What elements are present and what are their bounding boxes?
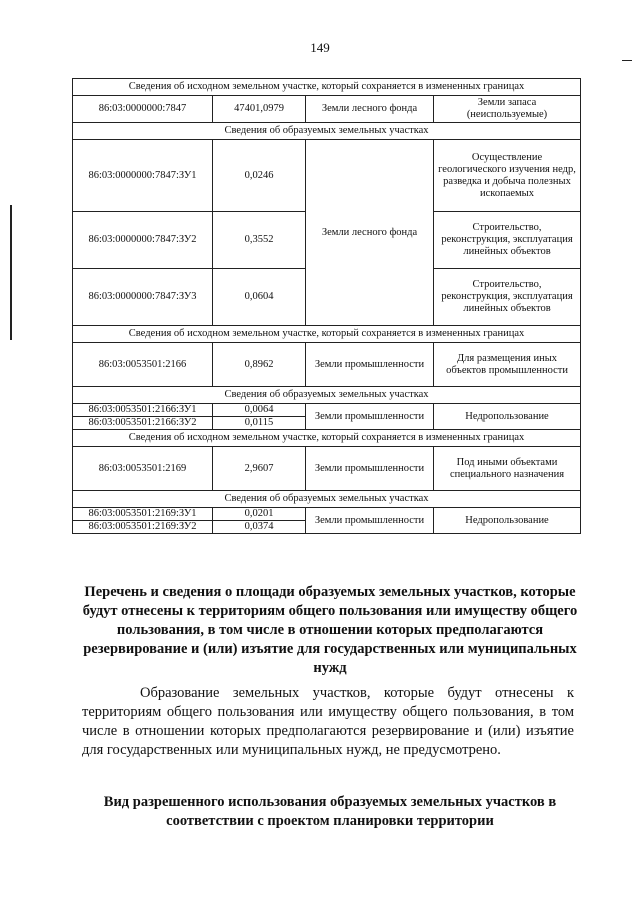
land-category: Земли промышленности <box>306 508 434 534</box>
section-header-row <box>73 491 581 508</box>
section-heading: Перечень и сведения о площади образуемых земельных участков, которые будут отнесены к территориям общего пользования или имуществу общего пользования, в том числе в отношении которых предполагаются резервирование и (или) изъятие для государственных или муниципальных нужд <box>82 584 578 676</box>
body-paragraph: Образование земельных участков, которые будут отнесены к территориям общего пользования или имуществу общего пользования, в том числе в отношении которых предполагаются резервирование и (или) изъятие для государственных или муниципальных нужд, не предусмотрено. <box>82 685 574 758</box>
permitted-use: Недропользование <box>434 508 581 534</box>
land-category: Земли промышленности <box>306 343 434 387</box>
land-category: Земли лесного фонда <box>306 140 434 326</box>
cadastre-number: 86:03:0053501:2169 <box>73 447 213 491</box>
cadastre-number: 86:03:0053501:2166 <box>73 343 213 387</box>
area-value: 0,0115 <box>213 417 306 430</box>
land-category: Земли лесного фонда <box>306 96 434 123</box>
table-row <box>73 508 581 521</box>
table-row <box>73 404 581 417</box>
area-value: 47401,0979 <box>213 96 306 123</box>
page-number: 149 <box>310 40 330 55</box>
section-header-formed: Сведения об образуемых земельных участках <box>73 387 581 404</box>
area-value: 2,9607 <box>213 447 306 491</box>
permitted-use: Осуществление геологического изучения недр, разведка и добыча полезных ископаемых <box>434 140 581 212</box>
section-header-row <box>73 123 581 140</box>
scan-margin-mark <box>10 205 12 340</box>
section-header-row <box>73 79 581 96</box>
cadastre-number: 86:03:0000000:7847:ЗУ1 <box>73 140 213 212</box>
cadastre-number: 86:03:0053501:2169:ЗУ1 <box>73 508 213 521</box>
table-row <box>73 343 581 387</box>
land-category: Земли промышленности <box>306 447 434 491</box>
permitted-use: Недропользование <box>434 404 581 430</box>
cadastre-number: 86:03:0053501:2166:ЗУ2 <box>73 417 213 430</box>
section-header-formed: Сведения об образуемых земельных участках <box>73 491 581 508</box>
permitted-use: Строительство, реконструкция, эксплуатация линейных объектов <box>434 269 581 326</box>
table-row <box>73 140 581 212</box>
area-value: 0,0604 <box>213 269 306 326</box>
land-plots-table <box>72 78 581 534</box>
section-header-formed: Сведения об образуемых земельных участках <box>73 123 581 140</box>
area-value: 0,0246 <box>213 140 306 212</box>
cadastre-number: 86:03:0000000:7847:ЗУ3 <box>73 269 213 326</box>
section-header-row <box>73 326 581 343</box>
area-value: 0,8962 <box>213 343 306 387</box>
cadastre-number: 86:03:0053501:2166:ЗУ1 <box>73 404 213 417</box>
permitted-use: Под иными объектами специального назначения <box>434 447 581 491</box>
area-value: 0,0064 <box>213 404 306 417</box>
section-header-original: Сведения об исходном земельном участке, который сохраняется в измененных границах <box>73 79 581 96</box>
table-row <box>73 96 581 123</box>
section-header-original: Сведения об исходном земельном участке, который сохраняется в измененных границах <box>73 326 581 343</box>
area-value: 0,0374 <box>213 521 306 534</box>
land-category: Земли промышленности <box>306 404 434 430</box>
cadastre-number: 86:03:0053501:2169:ЗУ2 <box>73 521 213 534</box>
table-row <box>73 447 581 491</box>
area-value: 0,0201 <box>213 508 306 521</box>
section-header-row <box>73 387 581 404</box>
scan-margin-tick <box>622 60 632 61</box>
permitted-use: Земли запаса (неиспользуемые) <box>434 96 581 123</box>
area-value: 0,3552 <box>213 212 306 269</box>
cadastre-number: 86:03:0000000:7847 <box>73 96 213 123</box>
cadastre-number: 86:03:0000000:7847:ЗУ2 <box>73 212 213 269</box>
section-header-original: Сведения об исходном земельном участке, который сохраняется в измененных границах <box>73 430 581 447</box>
section-header-row <box>73 430 581 447</box>
section-heading: Вид разрешенного использования образуемых земельных участков в соответствии с проектом планировки территории <box>103 794 557 829</box>
permitted-use: Строительство, реконструкция, эксплуатация линейных объектов <box>434 212 581 269</box>
permitted-use: Для размещения иных объектов промышленности <box>434 343 581 387</box>
